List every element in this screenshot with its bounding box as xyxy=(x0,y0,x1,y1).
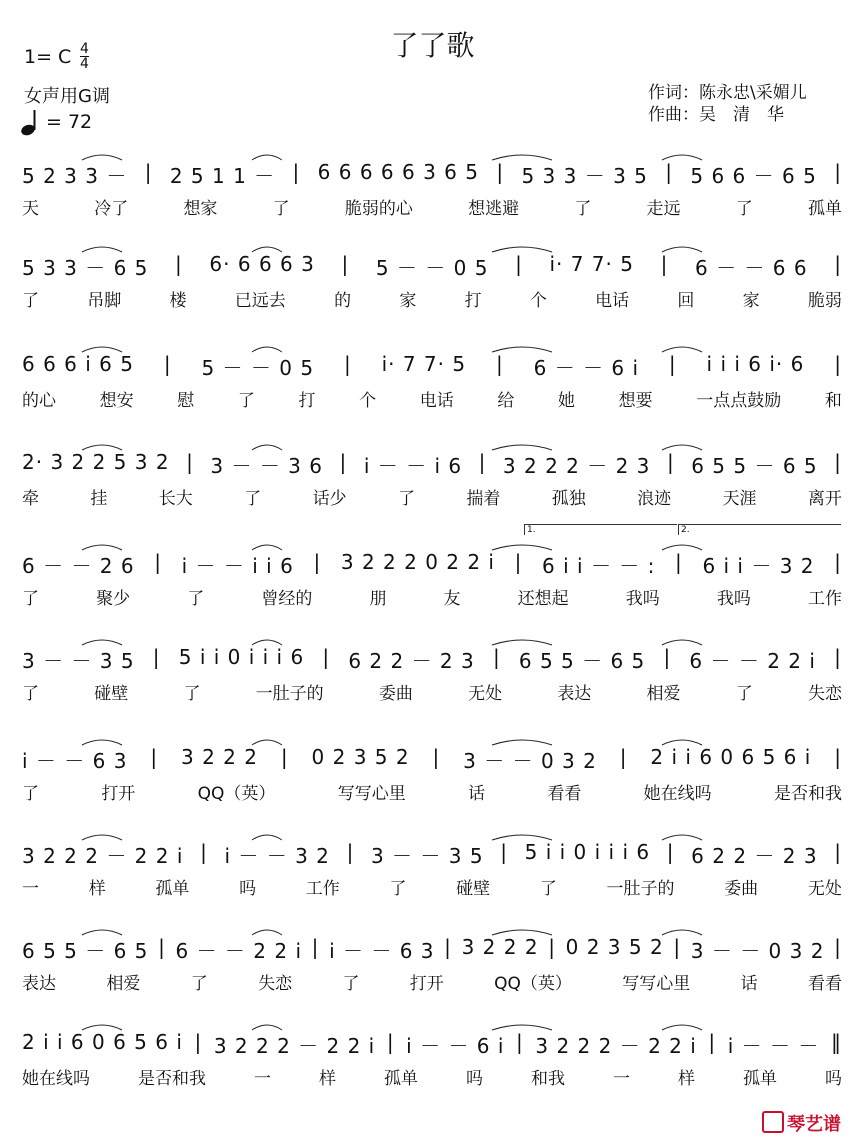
slur-arc xyxy=(662,445,702,450)
slur-arc xyxy=(252,445,282,450)
lyric-syllables: 委曲 xyxy=(378,684,413,704)
measure-notes: 3 2 2 2 － 2 3 xyxy=(502,454,651,478)
slur-arc xyxy=(82,640,122,645)
lyric-syllables: 了 xyxy=(183,684,201,704)
staff-row xyxy=(22,1030,842,1100)
lyric-syllables: 无处 xyxy=(468,684,503,704)
barline: | xyxy=(343,352,352,376)
lyric-syllables: 天 xyxy=(22,199,39,219)
time-signature-bottom: 4 xyxy=(80,56,89,72)
slur-arc xyxy=(252,740,282,745)
slur-arc xyxy=(82,930,122,935)
barline: | xyxy=(144,160,153,184)
lyric-syllables: 碰壁 xyxy=(94,684,129,704)
lyric-syllables: 一点点鼓励 xyxy=(696,391,782,411)
barline: | xyxy=(322,645,331,669)
lyric-syllables: 了 xyxy=(22,684,39,704)
lyric-syllables: 打开 xyxy=(409,974,444,994)
barline: | xyxy=(346,840,355,864)
lyric-syllables: 走远 xyxy=(646,199,681,219)
lyric-syllables: 脆弱的心 xyxy=(344,199,413,219)
lyric-syllables: 天涯 xyxy=(722,489,757,509)
lyric-syllables: 了 xyxy=(574,199,592,219)
measure-notes: 6· 6 6 6 3 xyxy=(209,252,315,276)
lyric-syllables: 一 xyxy=(254,1069,271,1089)
slur-marks xyxy=(22,733,842,773)
lyric-syllables: 一肚子的 xyxy=(606,879,675,899)
barline: | xyxy=(495,352,504,376)
logo-mark-icon xyxy=(762,1111,784,1133)
measure-notes: 5 3 3 － 6 5 xyxy=(22,256,149,280)
lyric-syllables: 吗 xyxy=(825,1069,842,1089)
slur-arc xyxy=(662,640,702,645)
lyric-syllables: 工作 xyxy=(305,879,340,899)
slur-arc xyxy=(662,155,702,160)
barline: | xyxy=(186,450,194,474)
measure-notes: 6 2 2 － 2 3 xyxy=(691,844,818,868)
measure-notes: 2 i i 6 0 6 5 6 i xyxy=(650,745,812,769)
lyric-syllables: 和 xyxy=(824,391,842,411)
measure-notes: 2· 3 2 2 5 3 2 xyxy=(22,450,170,474)
lyric-syllables: 我吗 xyxy=(625,589,660,609)
lyric-syllables: 家 xyxy=(742,291,760,311)
barline: | xyxy=(673,935,682,959)
lyrics-row xyxy=(22,969,842,993)
lyric-syllables: 相爱 xyxy=(106,974,141,994)
lyric-syllables: 打 xyxy=(298,391,316,411)
measure-notes: 6 － － 2 2 i xyxy=(689,649,816,673)
staff-row xyxy=(22,450,842,520)
lyric-syllables: 了 xyxy=(187,589,205,609)
measure-notes: i － － － xyxy=(727,1034,820,1058)
measure-notes: i· 7 7· 5 xyxy=(381,352,467,376)
volta-bracket: 1. xyxy=(524,524,677,535)
slur-arc xyxy=(492,835,552,840)
barline: | xyxy=(280,745,289,769)
lyric-syllables: 她在线吗 xyxy=(643,784,712,804)
barline: | xyxy=(708,1030,717,1054)
measure-notes: i － － i i 6 xyxy=(181,554,294,578)
slur-arc xyxy=(82,835,122,840)
lyric-syllables: 电话 xyxy=(419,391,454,411)
lyric-syllables: 写写心里 xyxy=(622,974,691,994)
barline: | xyxy=(834,840,842,864)
slur-arc xyxy=(252,835,282,840)
barline: | xyxy=(152,645,161,669)
barline: | xyxy=(175,252,183,276)
lyrics-row xyxy=(22,584,842,608)
lyric-syllables: 我吗 xyxy=(716,589,751,609)
slur-arc xyxy=(82,445,122,450)
lyrics-row xyxy=(22,1064,842,1088)
lyric-syllables: 浪迹 xyxy=(637,489,672,509)
lyric-syllables: 曾经的 xyxy=(261,589,313,609)
measure-notes: 6 － － 2 6 xyxy=(22,554,135,578)
measure-notes: i i i 6 i· 6 xyxy=(706,352,805,376)
slur-arc xyxy=(662,835,702,840)
measure-notes: 3 － － 0 3 2 xyxy=(690,939,825,963)
slur-arc xyxy=(82,347,122,352)
lyric-syllables: 无处 xyxy=(807,879,842,899)
lyric-syllables: 的 xyxy=(334,291,352,311)
lyrics-row xyxy=(22,194,842,218)
measure-notes: 6 5 5 － 6 5 xyxy=(22,939,149,963)
lyric-syllables: 吗 xyxy=(466,1069,483,1089)
measure-notes: 3 2 2 2 xyxy=(181,745,258,769)
slur-arc xyxy=(492,640,552,645)
lyrics-row xyxy=(22,484,842,508)
staff-row xyxy=(22,252,842,322)
lyric-syllables: 已远去 xyxy=(234,291,286,311)
slur-marks xyxy=(22,240,842,280)
slur-arc xyxy=(252,545,282,550)
slur-arc xyxy=(252,347,282,352)
lyric-syllables: 她 xyxy=(558,391,575,411)
slur-arc xyxy=(82,545,122,550)
lyric-syllables: 了 xyxy=(735,684,753,704)
lyrics-row xyxy=(22,286,842,310)
measure-notes: 3 － － 0 3 2 xyxy=(463,749,597,773)
slur-arc xyxy=(662,545,702,550)
lyric-syllables: 还想起 xyxy=(517,589,569,609)
barline: | xyxy=(292,160,301,184)
lyric-syllables: 委曲 xyxy=(724,879,759,899)
lyric-syllables: 吊脚 xyxy=(87,291,122,311)
lyricist-credit: 作词：陈永忠\采媚儿 xyxy=(648,83,807,103)
slur-arc xyxy=(662,1025,702,1030)
slur-arc xyxy=(492,545,552,550)
lyric-syllables: 电话 xyxy=(595,291,630,311)
lyric-syllables: 一肚子的 xyxy=(255,684,324,704)
measure-notes: 5 3 3 － 3 5 xyxy=(521,164,648,188)
time-signature xyxy=(80,42,89,71)
barline: | xyxy=(496,160,505,184)
measure-notes: 0 2 3 5 2 xyxy=(311,745,410,769)
lyric-syllables: 挂 xyxy=(90,489,108,509)
lyric-syllables: QQ（英） xyxy=(197,784,276,804)
lyric-syllables: 了 xyxy=(22,291,39,311)
tempo-marking: = 72 xyxy=(46,111,93,133)
slur-arc xyxy=(662,247,702,252)
barline: | xyxy=(444,935,452,959)
quarter-note-icon xyxy=(20,108,42,136)
measure-notes: 5 i i 0 i i i 6 xyxy=(178,645,305,669)
barline: | xyxy=(834,160,842,184)
lyric-syllables: QQ（英） xyxy=(494,974,572,994)
lyric-syllables: 一 xyxy=(22,879,39,899)
lyric-syllables: 孤单 xyxy=(743,1069,777,1089)
staff-row xyxy=(22,352,842,422)
lyric-syllables: 了 xyxy=(539,879,557,899)
measure-notes: 3 － － 3 5 xyxy=(370,844,484,868)
lyric-syllables: 样 xyxy=(319,1069,336,1089)
measure-notes: i － － 3 2 xyxy=(224,844,330,868)
measure-notes: 6 5 5 － 6 5 xyxy=(518,649,646,673)
slur-arc xyxy=(492,930,552,935)
lyric-syllables: 了 xyxy=(22,784,39,804)
measure-notes: 3 2 2 2 0 2 2 i xyxy=(340,550,495,574)
barline: | xyxy=(154,550,162,574)
lyric-syllables: 看看 xyxy=(808,974,842,994)
measure-notes: 3 － － 3 6 xyxy=(210,454,323,478)
measure-notes: 5 － － 0 5 xyxy=(201,356,315,380)
lyric-syllables: 一 xyxy=(613,1069,630,1089)
barline: | xyxy=(492,645,501,669)
slur-marks xyxy=(22,828,842,868)
measure-notes: 0 2 3 5 2 xyxy=(565,935,664,959)
final-barline: ‖ xyxy=(830,1030,842,1054)
key-signature: 1= C xyxy=(24,46,72,68)
measure-notes: 6 － － 6 i xyxy=(533,356,640,380)
measure-notes: 2 i i 6 0 6 5 6 i xyxy=(22,1030,183,1054)
lyric-syllables: 朋 xyxy=(369,589,387,609)
lyric-syllables: 楼 xyxy=(169,291,187,311)
barline: | xyxy=(668,352,677,376)
lyric-syllables: 想家 xyxy=(183,199,218,219)
lyric-syllables: 了 xyxy=(190,974,208,994)
barline: | xyxy=(834,745,842,769)
slur-marks xyxy=(22,438,842,478)
barline: | xyxy=(500,840,508,864)
lyric-syllables: 了 xyxy=(272,199,290,219)
measure-notes: 6 5 5 － 6 5 xyxy=(691,454,818,478)
lyric-syllables: 表达 xyxy=(557,684,592,704)
lyric-syllables: 吗 xyxy=(239,879,257,899)
measure-notes: i － － 6 i xyxy=(406,1034,505,1058)
lyric-syllables: 了 xyxy=(389,879,407,899)
slur-arc xyxy=(492,1025,552,1030)
slur-marks xyxy=(22,538,842,578)
measure-notes: 5 － － 0 5 xyxy=(375,256,489,280)
time-signature-top: 4 xyxy=(80,41,89,57)
slur-arc xyxy=(252,155,282,160)
lyric-syllables: 的心 xyxy=(22,391,56,411)
measure-notes: 3 2 2 2 － 2 2 i xyxy=(535,1034,697,1058)
lyric-syllables: 失恋 xyxy=(807,684,842,704)
barline: | xyxy=(548,935,556,959)
slur-arc xyxy=(82,1025,122,1030)
barline: | xyxy=(834,352,842,376)
staff-row xyxy=(22,645,842,715)
lyric-syllables: 回 xyxy=(677,291,695,311)
measure-notes: 3 2 2 2 － 2 2 i xyxy=(213,1034,376,1058)
measure-notes: 6 6 6 6 6 3 6 5 xyxy=(317,160,479,184)
slur-arc xyxy=(662,930,702,935)
lyric-syllables: 工作 xyxy=(807,589,842,609)
measure-notes: 6 － － 6 6 xyxy=(694,256,808,280)
lyric-syllables: 是否和我 xyxy=(773,784,842,804)
staff-row xyxy=(22,935,842,1005)
lyrics-row xyxy=(22,874,842,898)
staff-row xyxy=(22,840,842,910)
slur-arc xyxy=(662,740,702,745)
lyrics-row xyxy=(22,779,842,803)
lyric-syllables: 打开 xyxy=(101,784,136,804)
lyric-syllables: 友 xyxy=(443,589,461,609)
lyric-syllables: 想安 xyxy=(99,391,134,411)
slur-arc xyxy=(492,155,552,160)
slur-arc xyxy=(492,740,552,745)
barline: | xyxy=(834,935,842,959)
lyric-syllables: 个 xyxy=(529,291,547,311)
lyric-syllables: 了 xyxy=(244,489,262,509)
barline: | xyxy=(666,450,675,474)
lyric-syllables: 了 xyxy=(237,391,255,411)
lyric-syllables: 孤单 xyxy=(384,1069,418,1089)
barline: | xyxy=(515,252,523,276)
lyric-syllables: 了 xyxy=(735,199,753,219)
barline: | xyxy=(834,450,842,474)
measure-notes: 6 6 6 i 6 5 xyxy=(22,352,134,376)
lyric-syllables: 了 xyxy=(22,589,39,609)
barline: | xyxy=(834,252,842,276)
lyric-syllables: 牵 xyxy=(22,489,39,509)
barline: | xyxy=(158,935,166,959)
slur-marks xyxy=(22,633,842,673)
slur-arc xyxy=(492,347,552,352)
measure-notes: 3 2 2 2 xyxy=(461,935,539,959)
slur-arc xyxy=(252,640,282,645)
slur-arc xyxy=(492,445,552,450)
barline: | xyxy=(478,450,487,474)
barline: | xyxy=(432,745,441,769)
slur-marks xyxy=(22,148,842,188)
page-title: 了了歌 xyxy=(390,29,475,62)
barline: | xyxy=(675,550,683,574)
lyric-syllables: 了 xyxy=(397,489,415,509)
watermark-logo xyxy=(762,1110,841,1136)
measure-notes: i － － i 6 xyxy=(363,454,463,478)
slur-arc xyxy=(492,247,552,252)
volta-bracket: 2. xyxy=(678,524,841,535)
lyric-syllables: 了 xyxy=(342,974,360,994)
slur-arc xyxy=(82,247,122,252)
lyric-syllables: 话 xyxy=(468,784,486,804)
composer-credit: 作曲：吴 清 华 xyxy=(648,105,784,125)
measure-notes: 5 6 6 － 6 5 xyxy=(690,164,817,188)
lyric-syllables: 个 xyxy=(359,391,377,411)
lyric-syllables: 冷了 xyxy=(94,199,129,219)
measure-notes: 5 2 3 3 － xyxy=(22,164,128,188)
lyric-syllables: 想逃避 xyxy=(468,199,520,219)
barline: | xyxy=(200,840,208,864)
barline: | xyxy=(163,352,172,376)
lyric-syllables: 表达 xyxy=(22,974,56,994)
voice-note: 女声用G调 xyxy=(24,86,110,107)
measure-notes: i· 7 7· 5 xyxy=(549,252,634,276)
barline: | xyxy=(660,252,669,276)
barline: | xyxy=(516,1030,524,1054)
watermark-text: 琴艺谱 xyxy=(787,1114,841,1135)
measure-notes: 6 i i － － : xyxy=(542,554,656,578)
lyric-syllables: 写写心里 xyxy=(337,784,406,804)
measure-notes: 3 2 2 2 － 2 2 i xyxy=(22,844,184,868)
lyric-syllables: 和我 xyxy=(531,1069,565,1089)
lyric-syllables: 慰 xyxy=(177,391,195,411)
lyric-syllables: 给 xyxy=(497,391,515,411)
barline: | xyxy=(619,745,628,769)
measure-notes: 6 － － 2 2 i xyxy=(175,939,303,963)
lyric-syllables: 脆弱 xyxy=(807,291,842,311)
lyric-syllables: 家 xyxy=(399,291,417,311)
lyric-syllables: 打 xyxy=(464,291,482,311)
lyric-syllables: 长大 xyxy=(158,489,193,509)
slur-marks xyxy=(22,923,842,963)
lyric-syllables: 样 xyxy=(678,1069,695,1089)
barline: | xyxy=(834,645,842,669)
lyrics-row xyxy=(22,679,842,703)
staff-row xyxy=(22,160,842,230)
slur-arc xyxy=(82,740,122,745)
slur-arc xyxy=(252,247,282,252)
lyric-syllables: 是否和我 xyxy=(138,1069,206,1089)
barline: | xyxy=(339,450,348,474)
barline: | xyxy=(386,1030,395,1054)
staff-row xyxy=(22,525,842,620)
barline: | xyxy=(313,550,322,574)
lyric-syllables: 聚少 xyxy=(96,589,131,609)
lyric-syllables: 孤单 xyxy=(807,199,842,219)
staff-row xyxy=(22,745,842,815)
barline: | xyxy=(663,645,672,669)
lyric-syllables: 失恋 xyxy=(258,974,293,994)
lyric-syllables: 话 xyxy=(740,974,758,994)
barline: | xyxy=(514,550,523,574)
lyric-syllables: 样 xyxy=(88,879,106,899)
lyric-syllables: 看看 xyxy=(547,784,582,804)
lyric-syllables: 相爱 xyxy=(646,684,681,704)
slur-marks xyxy=(22,1018,842,1058)
barline: | xyxy=(834,550,842,574)
measure-notes: 6 i i － 3 2 xyxy=(702,554,815,578)
slur-arc xyxy=(252,930,282,935)
lyric-syllables: 揣着 xyxy=(466,489,501,509)
measure-notes: 5 i i 0 i i i 6 xyxy=(524,840,651,864)
lyric-syllables: 话少 xyxy=(312,489,347,509)
slur-marks xyxy=(22,340,842,380)
lyric-syllables: 离开 xyxy=(807,489,842,509)
lyric-syllables: 她在线吗 xyxy=(22,1069,90,1089)
measure-notes: i － － 6 3 xyxy=(22,749,128,773)
barline: | xyxy=(311,935,320,959)
barline: | xyxy=(666,840,675,864)
lyric-syllables: 孤单 xyxy=(155,879,190,899)
slur-arc xyxy=(252,1025,282,1030)
measure-notes: 3 － － 3 5 xyxy=(22,649,135,673)
slur-arc xyxy=(662,347,702,352)
measure-notes: i － － 6 3 xyxy=(329,939,435,963)
measure-notes: 2 5 1 1 － xyxy=(169,164,276,188)
barline: | xyxy=(341,252,350,276)
lyric-syllables: 孤独 xyxy=(551,489,586,509)
barline: | xyxy=(150,745,159,769)
lyric-syllables: 想要 xyxy=(618,391,653,411)
barline: | xyxy=(665,160,674,184)
barline: | xyxy=(194,1030,203,1054)
slur-arc xyxy=(82,155,122,160)
lyrics-row xyxy=(22,386,842,410)
measure-notes: 6 2 2 － 2 3 xyxy=(348,649,475,673)
lyric-syllables: 碰壁 xyxy=(456,879,491,899)
